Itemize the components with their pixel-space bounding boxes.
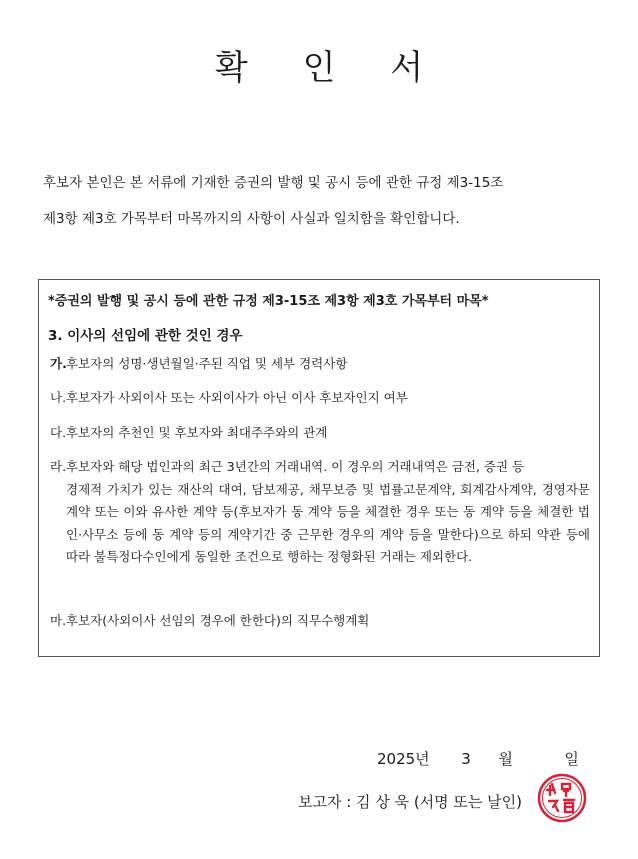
date-day-label: 일 — [564, 750, 579, 768]
item-marker: 라. — [50, 459, 67, 474]
intro-line-1: 후보자 본인은 본 서류에 기재한 증권의 발행 및 공시 등에 관한 규정 제3-15조 — [43, 175, 504, 191]
list-item — [50, 353, 590, 376]
document-title: 확 인 서 — [214, 48, 446, 88]
item-marker: 마. — [50, 613, 67, 628]
item-text: 후보자와 해당 법인과의 최근 3년간의 거래내역. 이 경우의 거래내역은 금전, 증권 등 — [66, 459, 525, 474]
list-item — [50, 610, 590, 633]
date-month-label: 월 — [498, 750, 513, 768]
reporter-line: 보고자 : 김 상 욱 (서명 또는 날인) — [298, 793, 523, 811]
date-month-number: 3 — [461, 750, 471, 768]
item-continuation: 경제적 가치가 있는 재산의 대여, 담보제공, 채무보증 및 법률고문계약, 회계감사계약, 경영자문계약 또는 이와 유사한 계약 등(후보자가 동 계약 등을 체결한 경우 또는 동 계약 등을 체결한 법인·사무소 등에 동 계약 등의 계약기간 중 근무한 경우의 계약 등을 말한다)으로 하되 약관 등에 따라 불특정다수인에게 동일한 조건으로 행하는 정형화된 거래는 제외한다. — [66, 481, 590, 565]
regulation-heading: *증권의 발행 및 공시 등에 관한 규정 제3-15조 제3항 제3호 가목부터 마목* — [48, 294, 489, 309]
item-text: 후보자가 사외이사 또는 사외이사가 아닌 이사 후보자인지 여부 — [66, 390, 408, 405]
item-marker: 가. — [50, 356, 67, 371]
item-marker: 다. — [50, 425, 67, 440]
list-item — [50, 387, 590, 410]
red-name-seal-icon — [537, 773, 587, 823]
list-item — [50, 456, 590, 569]
item-text: 후보자(사외이사 선임의 경우에 한한다)의 직무수행계획 — [66, 613, 370, 628]
item-text: 후보자의 성명·생년월일·주된 직업 및 세부 경력사항 — [66, 356, 348, 371]
intro-line-2: 제3항 제3호 가목부터 마목까지의 사항이 사실과 일치함을 확인합니다. — [43, 211, 460, 227]
item-text: 후보자의 추천인 및 후보자와 최대주주와의 관계 — [66, 425, 328, 440]
item-marker: 나. — [50, 390, 67, 405]
date-year: 2025년 — [377, 750, 430, 768]
list-item — [50, 422, 590, 445]
regulation-box — [38, 279, 600, 657]
regulation-subheading: 3. 이사의 선임에 관한 것인 경우 — [48, 328, 243, 344]
date-line — [377, 748, 579, 769]
